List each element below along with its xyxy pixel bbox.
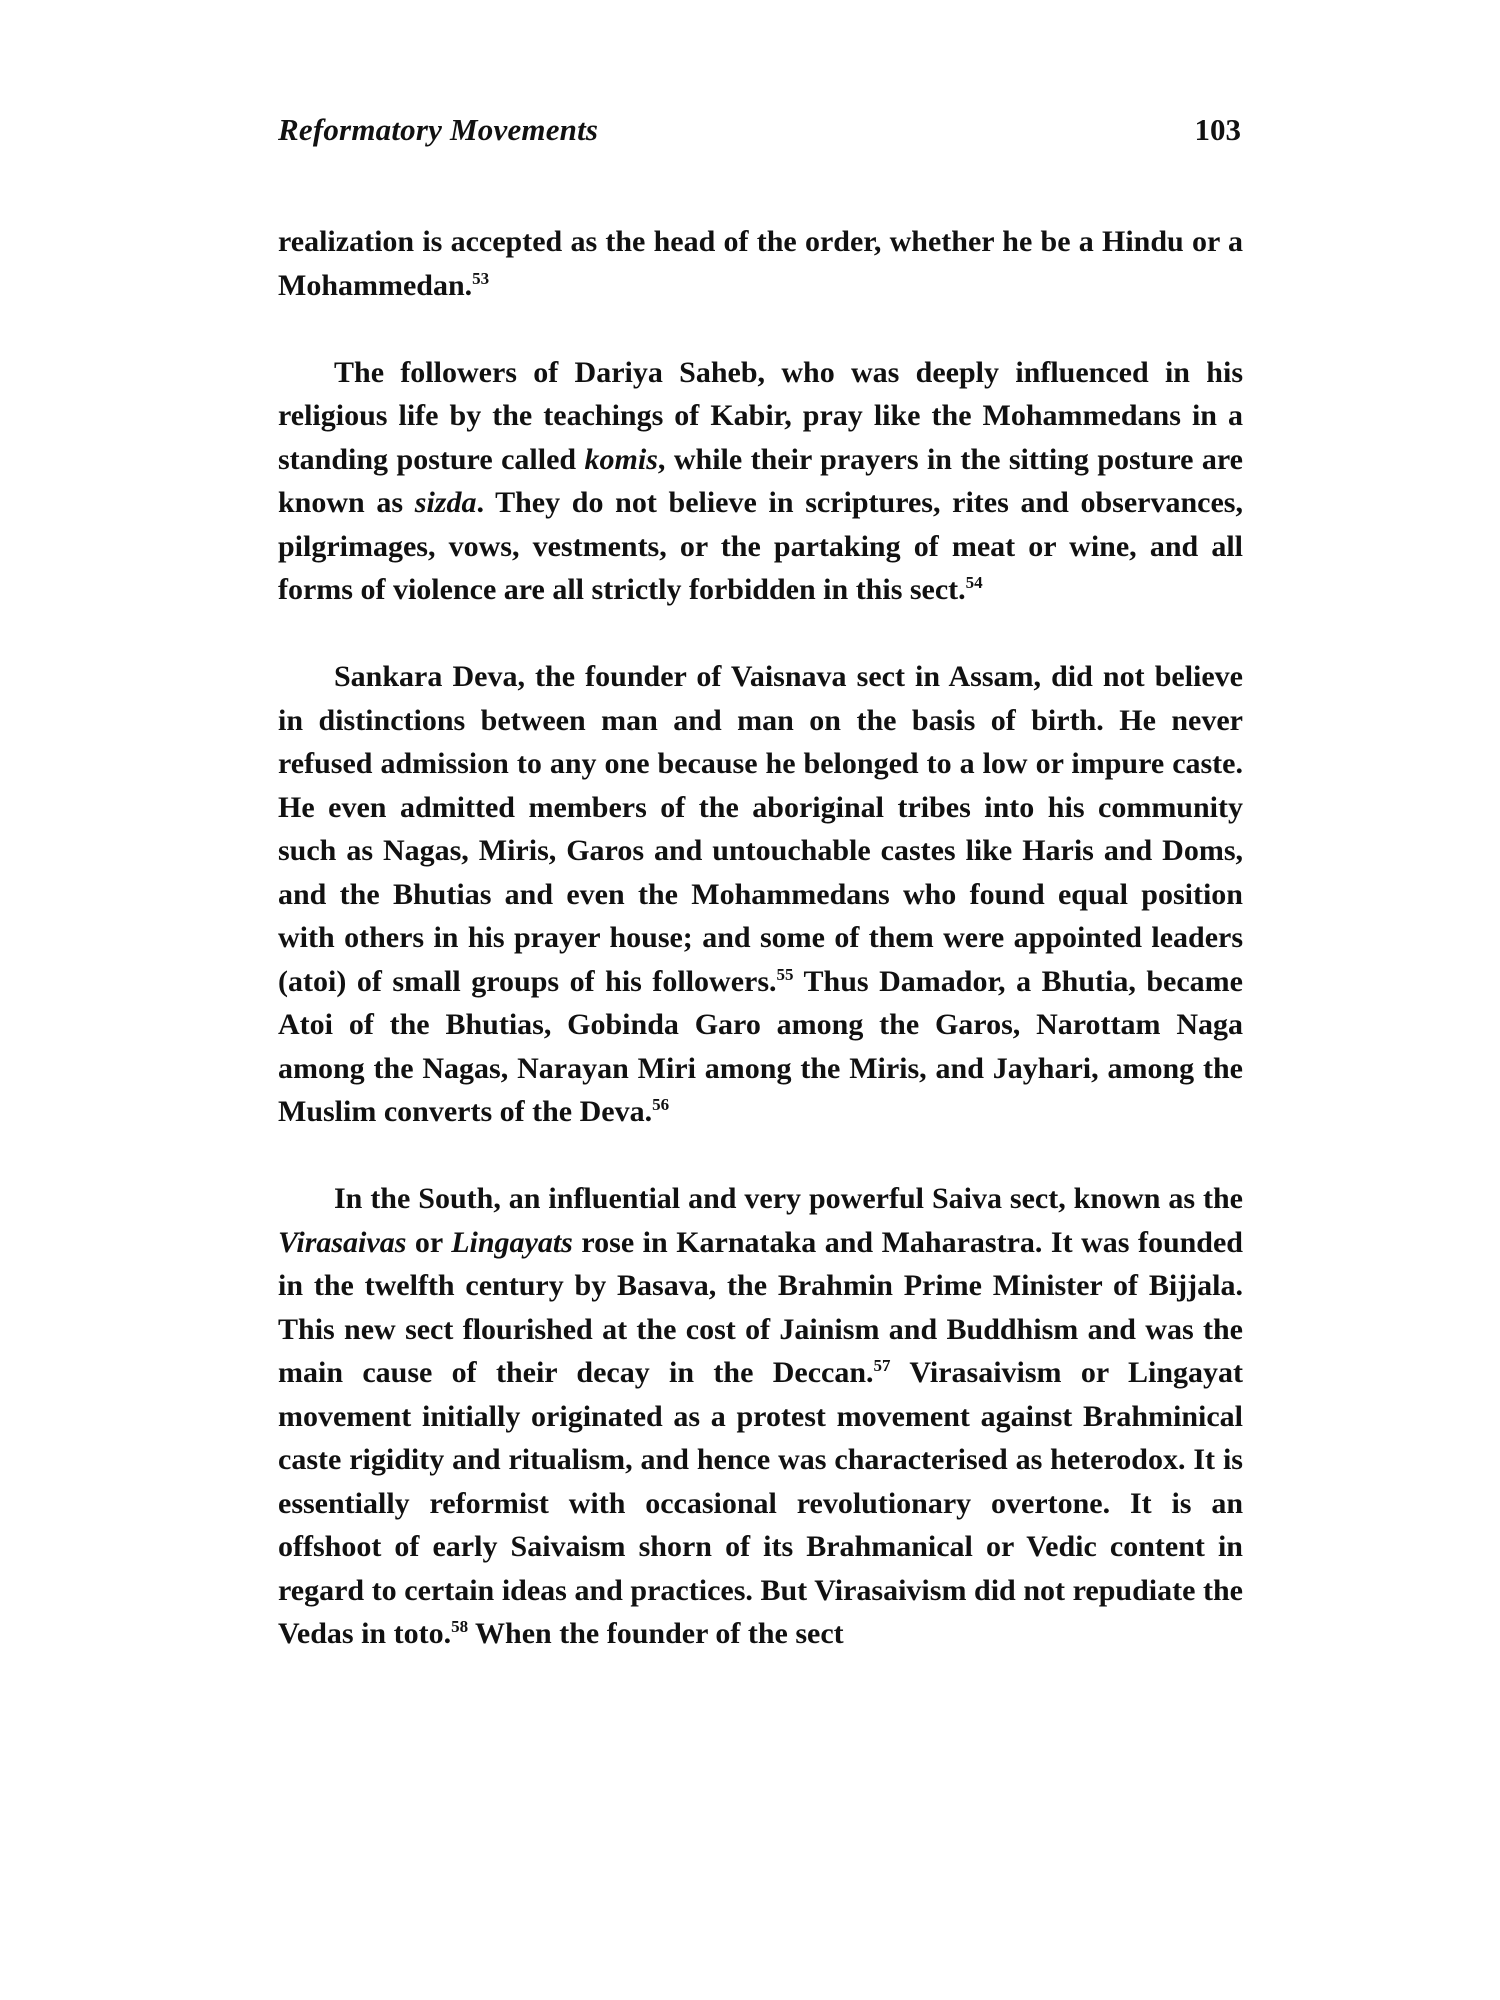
footnote-ref: 53 xyxy=(472,268,490,288)
text-run: Sankara Deva, the founder of Vaisnava sect in Assam, did not believe in distinctions between man and man on the basis of birth. He never refused admission to any one because he belonged to a low or impure caste. He even admitted members of the aboriginal tribes into his community such as Nagas, Miris, Garos and untouchable castes like Haris and Doms, and the Bhutias and even the Mohammedans who found equal position with others in his prayer house; and some of them were appointed leaders (atoi) of small groups of his followers. xyxy=(278,660,1243,998)
footnote-ref: 54 xyxy=(965,573,983,592)
page-number: 103 xyxy=(1194,112,1241,147)
running-header xyxy=(278,112,1243,158)
text-run: In the South, an influential and very powerful Saiva sect, known as the xyxy=(334,1182,1243,1215)
text-run: . They do not believe in scriptures, rites and observances, pilgrimages, vows, vestments, or the partaking of meat or wine, and all forms of violence are all strictly forbidden in this sect. xyxy=(278,486,1243,606)
text-run: When the founder of the sect xyxy=(468,1617,844,1650)
text-run: rose in Karnataka and Maharastra. It was founded in the twelfth century by Basava, the Brahmin Prime Minister of Bijjala. This new sect flourished at the cost of Jainism and Buddhism and was the main cause of their decay in the Deccan. xyxy=(278,1225,1243,1389)
book-page xyxy=(278,112,1243,1656)
italic-term: sizda xyxy=(414,486,477,519)
text-run: realization is accepted as the head of the order, whether he be a Hindu or a Mohammedan. xyxy=(278,225,1243,302)
text-run: The followers of Dariya Saheb, who was deeply influenced in his religious life by the teachings of Kabir, pray like the Mohammedans in a standing posture called xyxy=(278,355,1243,476)
italic-term: komis xyxy=(584,442,658,476)
footnote-ref: 57 xyxy=(873,1356,891,1375)
body-text xyxy=(278,220,1243,1656)
italic-term: Lingayats xyxy=(451,1225,573,1259)
paragraph-2 xyxy=(278,351,1243,612)
italic-term: Virasaivas xyxy=(278,1225,407,1259)
text-run: , while their prayers in the sitting posture are known as xyxy=(278,442,1243,519)
text-run: Virasaivism or Lingayat movement initially originated as a protest movement against Brahminical caste rigidity and ritualism, and hence was characterised as heterodox. It is essentially reformist with occasional revolutionary overtone. It is an offshoot of early Saivaism shorn of its Brahmanical or Vedic content in regard to certain ideas and practices. But Virasaivism did not repudiate the Vedas in toto. xyxy=(278,1356,1243,1650)
text-run: Thus Damador, a Bhutia, became Atoi of the Bhutias, Gobinda Garo among the Garos, Narottam Naga among the Nagas, Narayan Miri among the Miris, and Jayhari, among the Muslim converts of the Deva. xyxy=(278,964,1243,1128)
footnote-ref: 58 xyxy=(451,1617,469,1636)
paragraph-1 xyxy=(278,220,1243,307)
running-title: Reformatory Movements xyxy=(278,112,599,147)
paragraph-4 xyxy=(278,1177,1243,1656)
text-run: or xyxy=(406,1225,452,1259)
footnote-ref: 56 xyxy=(652,1095,670,1114)
paragraph-3 xyxy=(278,655,1243,1134)
footnote-ref: 55 xyxy=(776,964,794,984)
